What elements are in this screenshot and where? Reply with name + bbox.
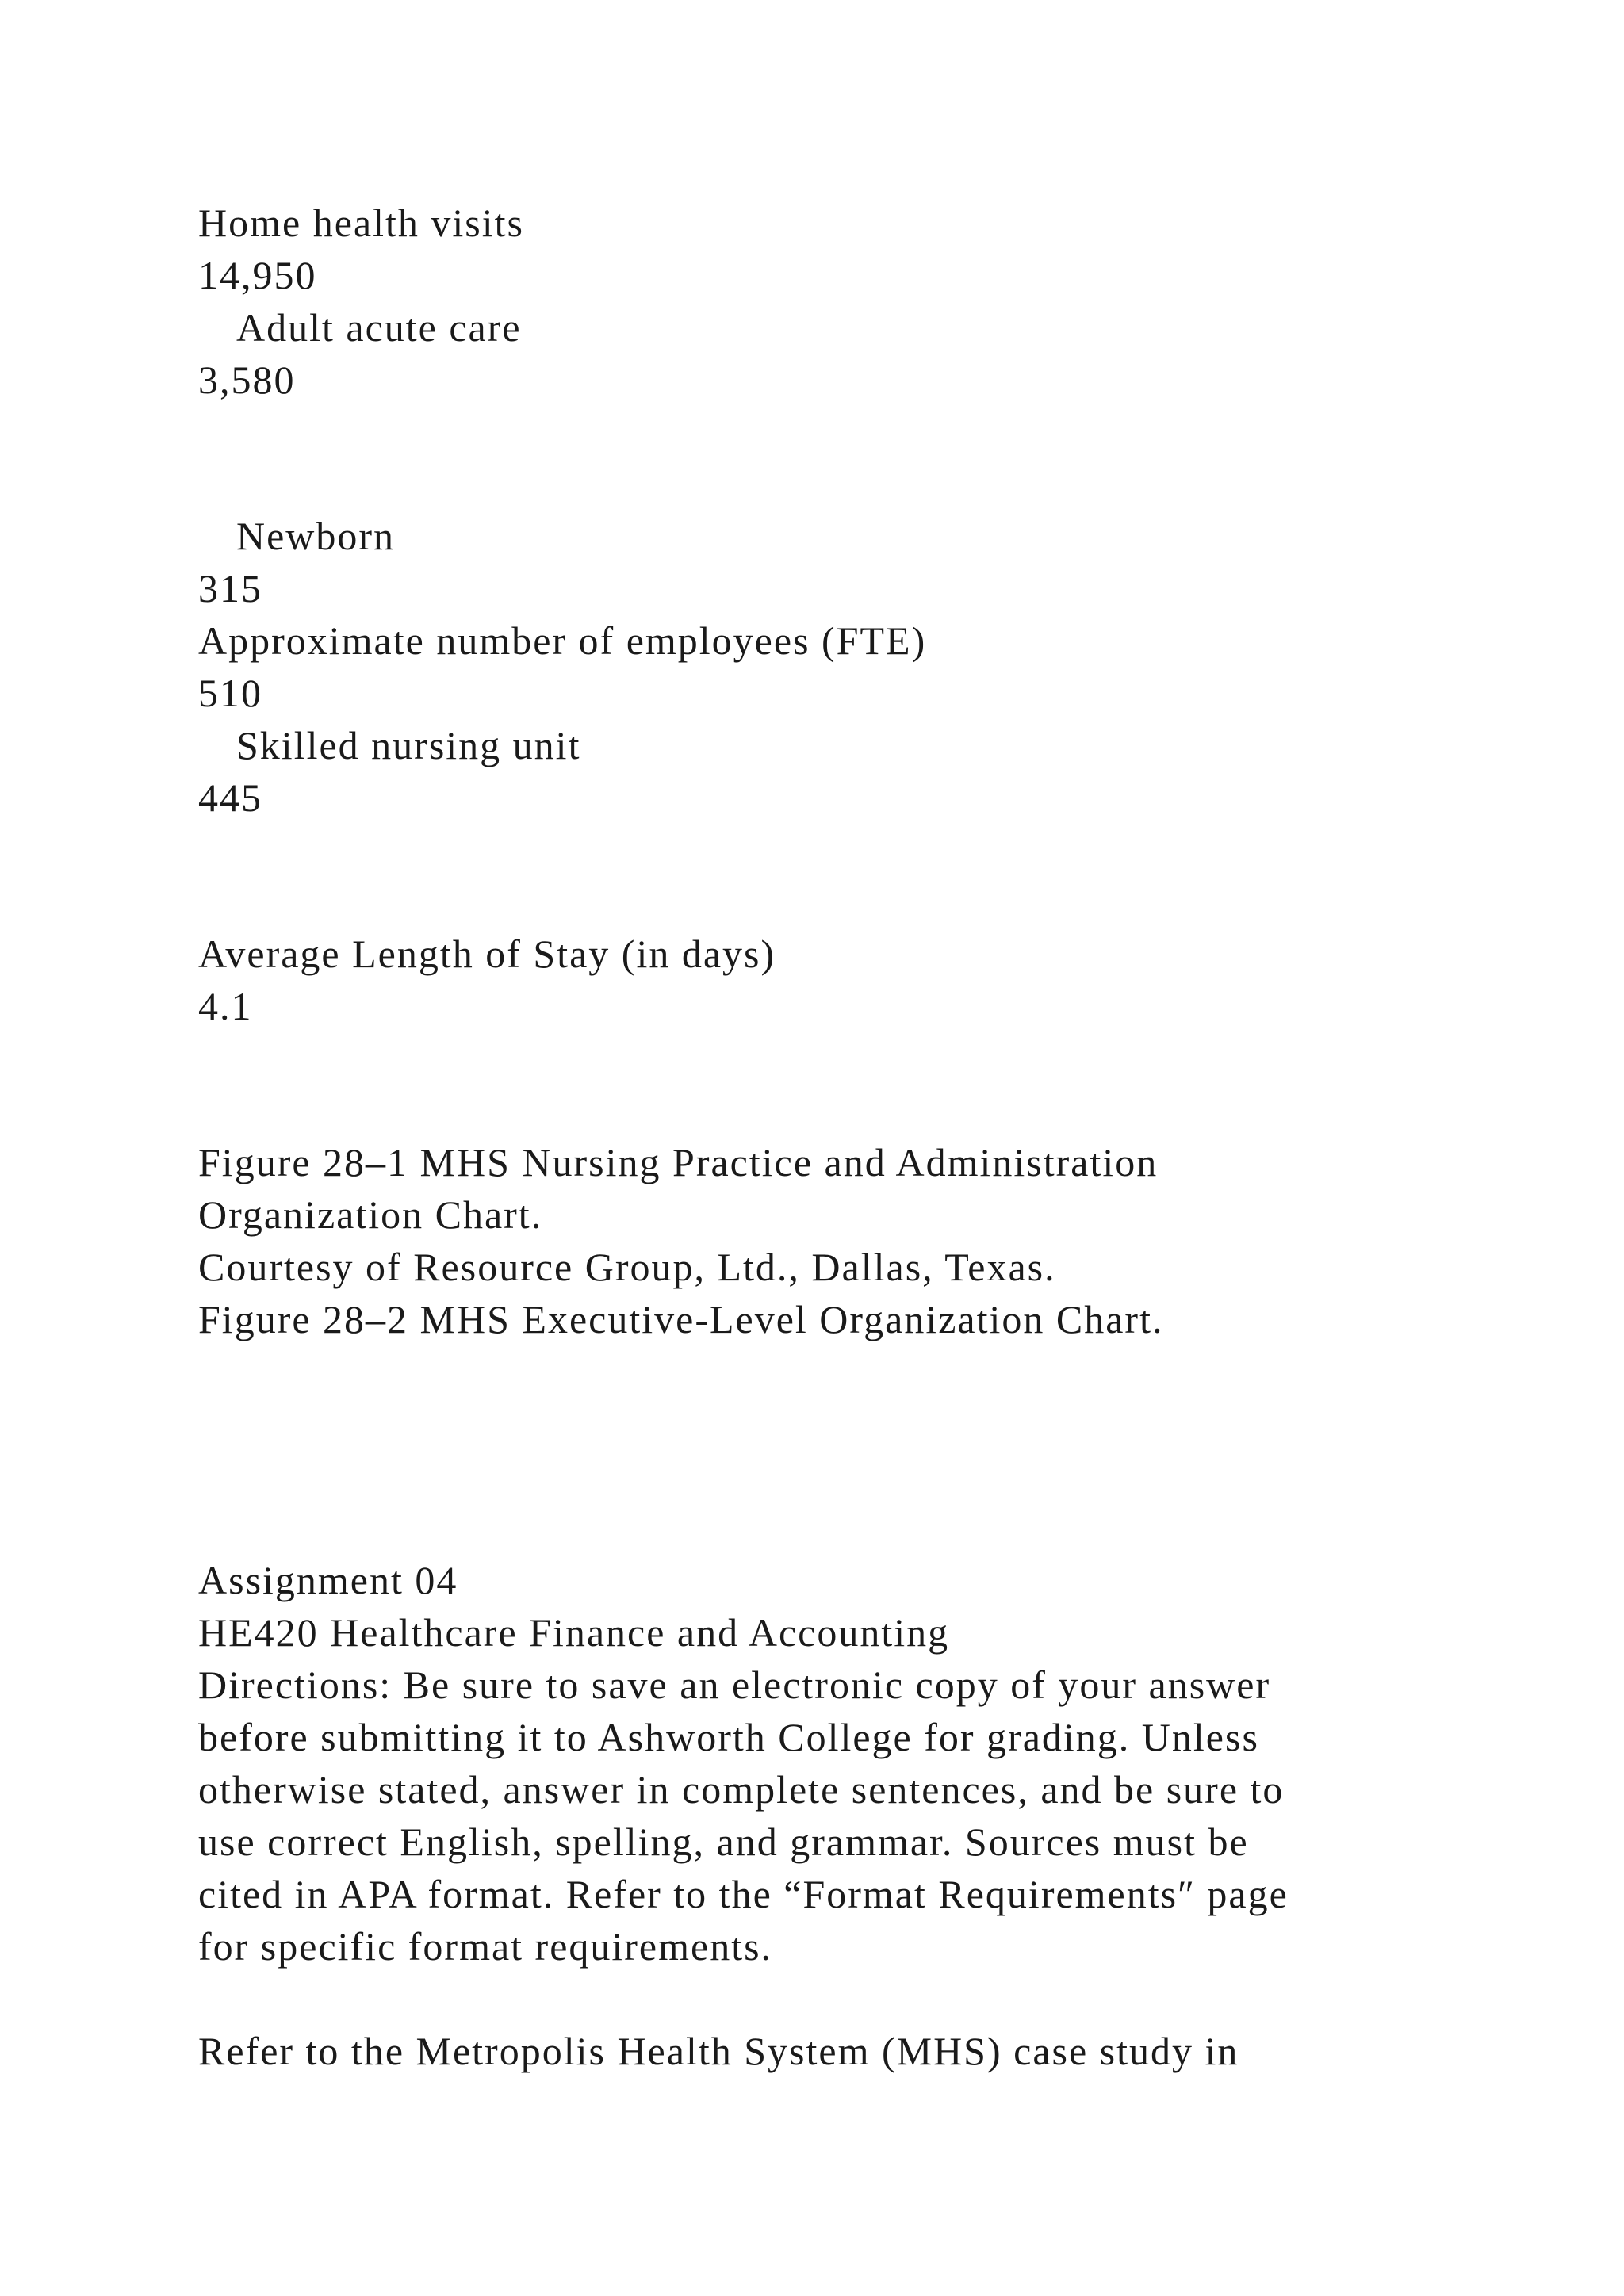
directions-line: Directions: Be sure to save an electronic copy of your answer [198, 1663, 1271, 1707]
directions-line: before submitting it to Ashworth College for grading. Unless [198, 1715, 1259, 1759]
adult-acute-care-value: 3,580 [198, 358, 296, 402]
adult-acute-care-label: Adult acute care [236, 305, 522, 350]
refer-line: Refer to the Metropolis Health System (MHS) case study in [198, 2029, 1239, 2073]
skilled-nursing-value: 445 [198, 775, 262, 820]
directions-line: for specific format requirements. [198, 1924, 773, 1969]
figure-2-caption: Figure 28–2 MHS Executive-Level Organization Chart. [198, 1297, 1164, 1341]
newborn-label: Newborn [236, 514, 396, 558]
newborn-value: 315 [198, 566, 262, 610]
employees-label: Approximate number of employees (FTE) [198, 618, 927, 663]
course-title: HE420 Healthcare Finance and Accounting [198, 1610, 950, 1655]
directions-line: use correct English, spelling, and grammar. Sources must be [198, 1820, 1249, 1864]
home-health-visits-value: 14,950 [198, 253, 317, 297]
figure-1-caption-cont: Organization Chart. [198, 1192, 543, 1237]
courtesy-credit: Courtesy of Resource Group, Ltd., Dallas, Texas. [198, 1245, 1056, 1289]
alos-label: Average Length of Stay (in days) [198, 932, 776, 976]
assignment-title: Assignment 04 [198, 1558, 458, 1602]
alos-value: 4.1 [198, 984, 253, 1028]
directions-line: otherwise stated, answer in complete sentences, and be sure to [198, 1767, 1285, 1812]
figure-1-caption: Figure 28–1 MHS Nursing Practice and Administration [198, 1140, 1159, 1184]
skilled-nursing-label: Skilled nursing unit [236, 723, 581, 767]
home-health-visits-label: Home health visits [198, 201, 524, 245]
employees-value: 510 [198, 671, 262, 715]
directions-line: cited in APA format. Refer to the “Format Requirements″ page [198, 1872, 1289, 1916]
